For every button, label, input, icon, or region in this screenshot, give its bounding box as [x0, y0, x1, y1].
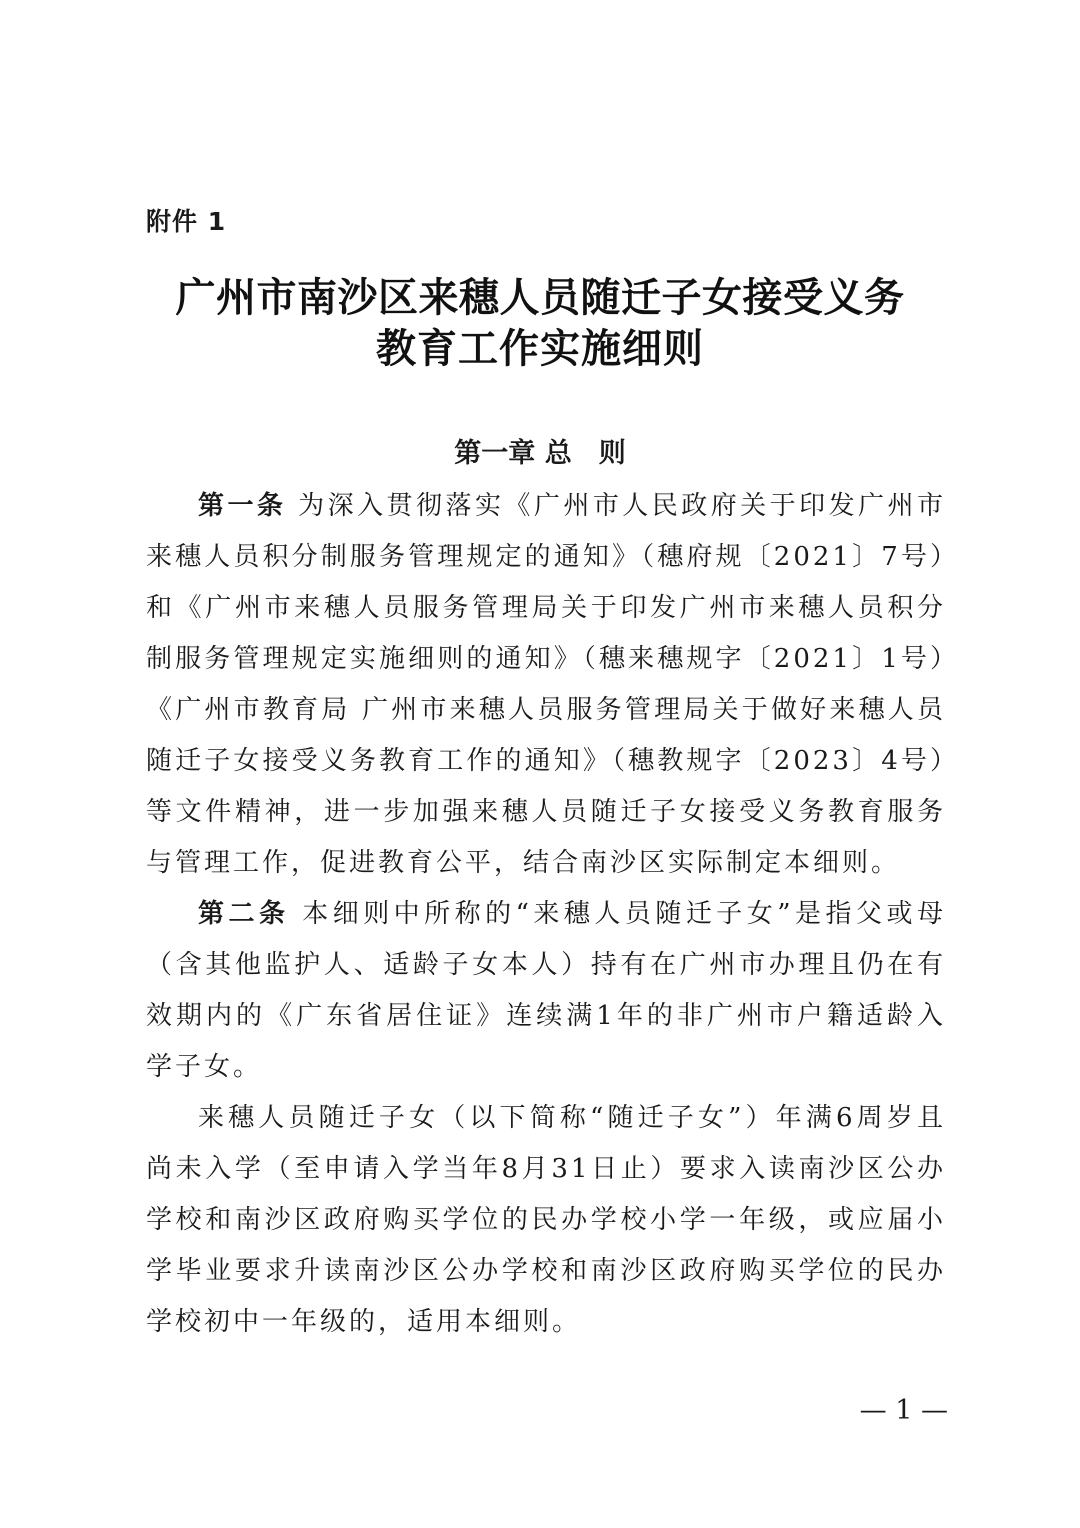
paragraph-text: 来穗人员随迁子女（以下简称“随迁子女”）年满6周岁且尚未入学（至申请入学当年8月31日止）要求入读南沙区公办学校和南沙区政府购买学位的民办学校小学一年级，或应届小学毕业要求升读南沙区公办学校和南沙区政府购买学位的民办学校初中一年级的，适用本细则。 — [146, 1103, 946, 1337]
article-text: 为深入贯彻落实《广州市人民政府关于印发广州市来穗人员积分制服务管理规定的通知》（穗府规〔2021〕7号）和《广州市来穗人员服务管理局关于印发广州市来穗人员积分制服务管理规定实施细则的通知》（穗来穗规字〔2021〕1号）《广州市教育局 广州市来穗人员服务管理局关于做好来穗人员随迁子女接受义务教育工作的通知》（穗教规字〔2023〕4号）等文件精神，进一步加强来穗人员随迁子女接受义务教育服务与管理工作，促进教育公平，结合南沙区实际制定本细则。 — [146, 491, 946, 878]
document-body — [146, 481, 946, 1348]
article-paragraph — [146, 889, 946, 1093]
article-label: 第一条 — [198, 491, 287, 521]
article-paragraph — [146, 481, 946, 889]
document-title-line-1: 广州市南沙区来穗人员随迁子女接受义务 — [175, 274, 905, 321]
attachment-label: 附件 1 — [146, 207, 227, 236]
body-paragraph — [146, 1093, 946, 1348]
chapter-heading: 第一章 总 则 — [454, 438, 626, 469]
article-label: 第二条 — [198, 899, 290, 929]
document-title-line-2: 教育工作实施细则 — [376, 325, 704, 372]
page-number: — 1 — — [859, 1395, 948, 1426]
article-text: 本细则中所称的“来穗人员随迁子女”是指父或母（含其他监护人、适龄子女本人）持有在广州市办理且仍在有效期内的《广东省居住证》连续满1年的非广州市户籍适龄入学子女。 — [146, 899, 946, 1082]
